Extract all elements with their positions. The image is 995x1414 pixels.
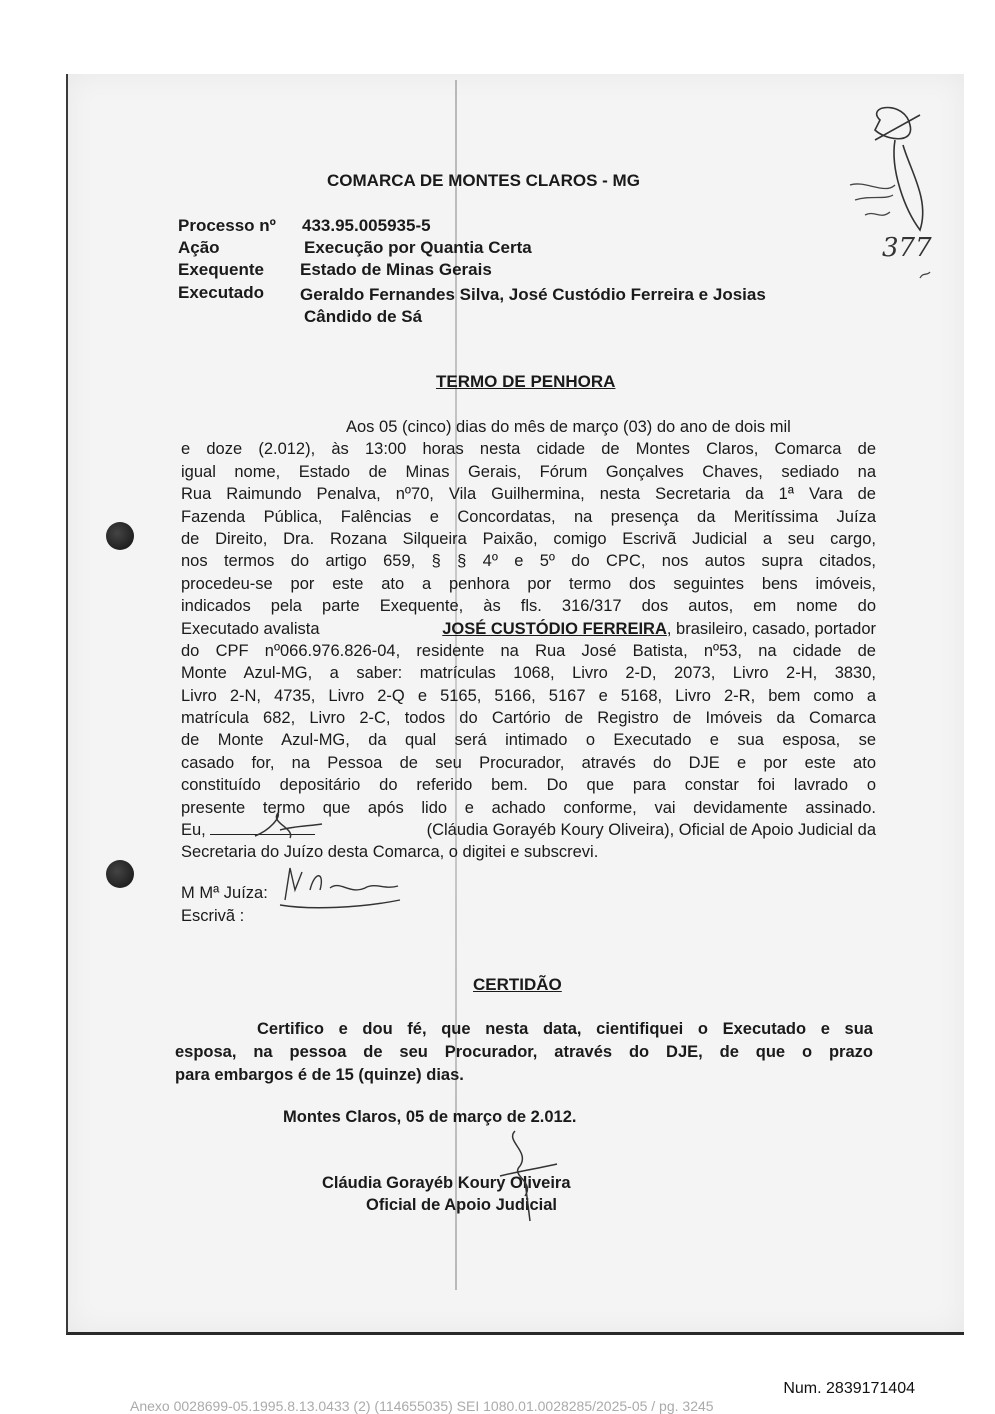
certidao-line3: para embargos é de 15 (quinze) dias. [175, 1066, 464, 1084]
termo-line: Rua Raimundo Penalva, nº70, Vila Guilhermina, nesta Secretaria da 1ª Vara de [181, 485, 876, 504]
termo-line: presente termo que após lido e achado conforme, vai devidamente assinado. [181, 798, 876, 817]
termo-line: casado for, na Pessoa de seu Procurador, através do DJE e por este ato [181, 753, 876, 772]
certidao-line2: esposa, na pessoa de seu Procurador, através do DJE, de que o prazo [175, 1043, 873, 1061]
termo-body [181, 416, 876, 864]
termo-line: procedeu-se por este ato a penhora por termo dos seguintes bens imóveis, [181, 574, 876, 593]
exequente-label: Exequente [178, 260, 264, 279]
margin-page-number: 377 [882, 233, 932, 263]
court-header: COMARCA DE MONTES CLAROS - MG [327, 171, 640, 190]
signer-name: Cláudia Gorayéb Koury Oliveira [322, 1174, 571, 1192]
termo-line: indicados pela parte Exequente, às fls. 316/317 dos autos, em nome do [181, 597, 876, 616]
footer-meta: Anexo 0028699-05.1995.8.13.0433 (2) (114655035) SEI 1080.01.0028285/2025-05 / pg. 3245 [130, 1398, 714, 1414]
signature-eu [250, 808, 330, 846]
document-number: Num. 2839171404 [783, 1380, 915, 1397]
margin-handwriting [835, 100, 945, 300]
eu-prefix: Eu, [181, 821, 206, 840]
avalista-name: JOSÉ CUSTÓDIO FERREIRA [442, 619, 667, 638]
signer-role: Oficial de Apoio Judicial [366, 1196, 558, 1214]
termo-line: igual nome, Estado de Minas Gerais, Fórum Gonçalves Chaves, sediado na [181, 462, 876, 481]
punch-hole-bottom [106, 860, 134, 888]
executado-label: Executado [178, 283, 264, 302]
certidao-title: CERTIDÃO [473, 975, 562, 994]
termo-line: constituído depositário do referido bem. Do que para constar foi lavrado o [181, 776, 876, 795]
termo-line: Fazenda Pública, Falências e Concordatas, na presença da Meritíssima Juíza [181, 507, 876, 526]
signature-certidao [495, 1126, 565, 1226]
eu-suffix: (Cláudia Gorayéb Koury Oliveira), Oficial de Apoio Judicial da [426, 821, 876, 840]
termo-line: de Monte Azul-MG, da qual será intimado o Executado e sua esposa, se [181, 731, 876, 750]
certidao-date: Montes Claros, 05 de março de 2.012. [283, 1108, 577, 1126]
exequente-value: Estado de Minas Gerais [300, 260, 492, 279]
termo-line: nos termos do artigo 659, § § 4º e 5º do CPC, nos autos supra citados, [181, 552, 876, 571]
termo-line: Aos 05 (cinco) dias do mês de março (03) do ano de dois mil [346, 418, 791, 436]
certidao-line1: Certifico e dou fé, que nesta data, cientifiquei o Executado e sua [257, 1020, 873, 1038]
termo-title: TERMO DE PENHORA [436, 372, 616, 391]
termo-last-line: Secretaria do Juízo desta Comarca, o digitei e subscrevi. [181, 843, 599, 862]
acao-value: Execução por Quantia Certa [304, 238, 532, 257]
termo-line: do CPF nº066.976.826-04, residente na Rua José Batista, nº53, na cidade de [181, 641, 876, 660]
processo-value: 433.95.005935-5 [302, 216, 431, 235]
escriva-label: Escrivã : [181, 907, 245, 925]
termo-line: Livro 2-N, 4735, Livro 2-Q e 5165, 5166, 5167 e 5168, Livro 2-R, bem como a [181, 686, 876, 705]
termo-line: de Direito, Dra. Rozana Silqueira Paixão, comigo Escrivã Judicial a seu cargo, [181, 529, 876, 548]
termo-line: Monte Azul-MG, a saber: matrículas 1068, Livro 2-D, 2073, Livro 2-H, 3830, [181, 664, 876, 683]
termo-line-avalista [181, 618, 876, 640]
avalista-suffix: , brasileiro, casado, portador [666, 619, 876, 638]
acao-label: Ação [178, 238, 220, 257]
signature-juiza [270, 860, 410, 920]
juiza-label: M Mª Juíza: [181, 884, 268, 902]
executado-value-line2: Cândido de Sá [304, 307, 423, 326]
avalista-prefix: Executado avalista [181, 619, 320, 638]
processo-label: Processo nº [178, 216, 276, 235]
punch-hole-top [106, 522, 134, 550]
termo-line: e doze (2.012), às 13:00 horas nesta cidade de Montes Claros, Comarca de [181, 440, 876, 459]
executado-value-line1: Geraldo Fernandes Silva, José Custódio Ferreira e Josias [300, 285, 766, 304]
termo-line: matrícula 682, Livro 2-C, todos do Cartório de Registro de Imóveis da Comarca [181, 709, 876, 728]
